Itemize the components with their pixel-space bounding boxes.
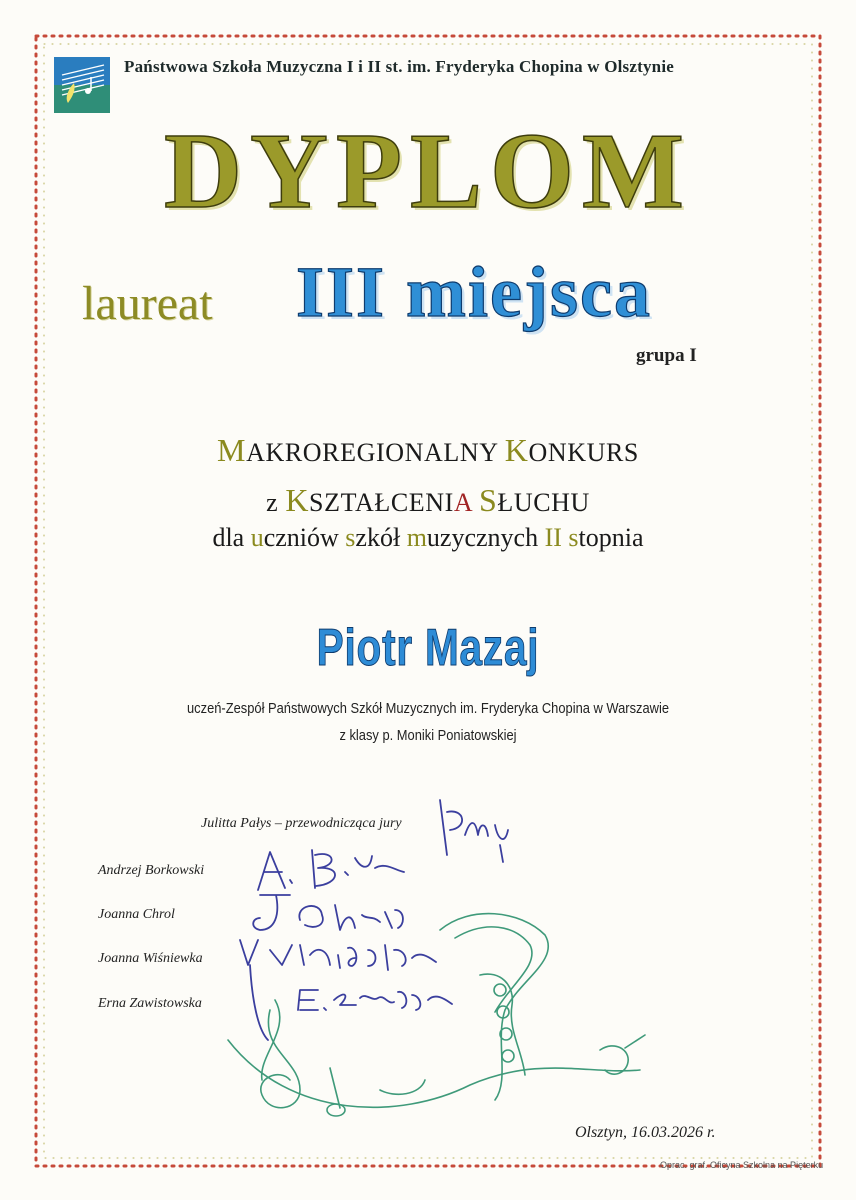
contest-initial: u [250, 523, 264, 552]
school-name: Państwowa Szkoła Muzyczna I i II st. im. Fryderyka Chopina w Olsztynie [124, 57, 674, 76]
contest-text: ŁUCHU [497, 488, 590, 517]
contest-text: czniów [263, 523, 346, 552]
contest-initial: s [345, 523, 356, 552]
jury-member: Erna Zawistowska [98, 996, 202, 1011]
contest-initial: m [406, 523, 427, 552]
contest-text: topnia [578, 523, 644, 552]
place-label: III miejsca [296, 252, 652, 332]
laureate-name: Piotr Mazaj [316, 619, 540, 677]
jury-chair: Julitta Pałys – przewodnicząca jury [201, 816, 402, 831]
laureat-label: laureat [82, 277, 213, 330]
contest-initial: s [568, 523, 579, 552]
contest-accent: A [453, 488, 472, 517]
contest-text: AKROREGIONALNY [246, 438, 505, 467]
contest-text: SZTAŁCENI [309, 488, 454, 517]
jury-member: Joanna Wiśniewka [98, 951, 203, 966]
laureate-teacher: z klasy p. Moniki Poniatowskiej [339, 727, 517, 744]
contest-text: ONKURS [528, 438, 639, 467]
jury-member: Joanna Chrol [98, 907, 175, 922]
contest-text: dla [212, 523, 251, 552]
contest-initial: M [217, 432, 247, 468]
group-label: grupa I [636, 345, 697, 366]
contest-text: z [266, 488, 286, 517]
jury-member: Andrzej Borkowski [98, 863, 205, 878]
contest-initial: S [478, 482, 498, 518]
place-date: Olsztyn, 16.03.2026 r. [575, 1124, 716, 1141]
contest-initial: II [544, 523, 562, 552]
contest-text: zkół [355, 523, 407, 552]
printer-note: Oprac. graf. Oficyna Szkolna na Pięterku [660, 1160, 824, 1170]
contest-initial: K [285, 482, 310, 518]
laureate-school: uczeń-Zespół Państwowych Szkół Muzycznych im. Fryderyka Chopina w Warszawie [186, 700, 670, 717]
contest-text: uzycznych [426, 523, 545, 552]
diploma-title: DYPLOM [164, 112, 692, 231]
contest-initial: K [504, 432, 529, 468]
